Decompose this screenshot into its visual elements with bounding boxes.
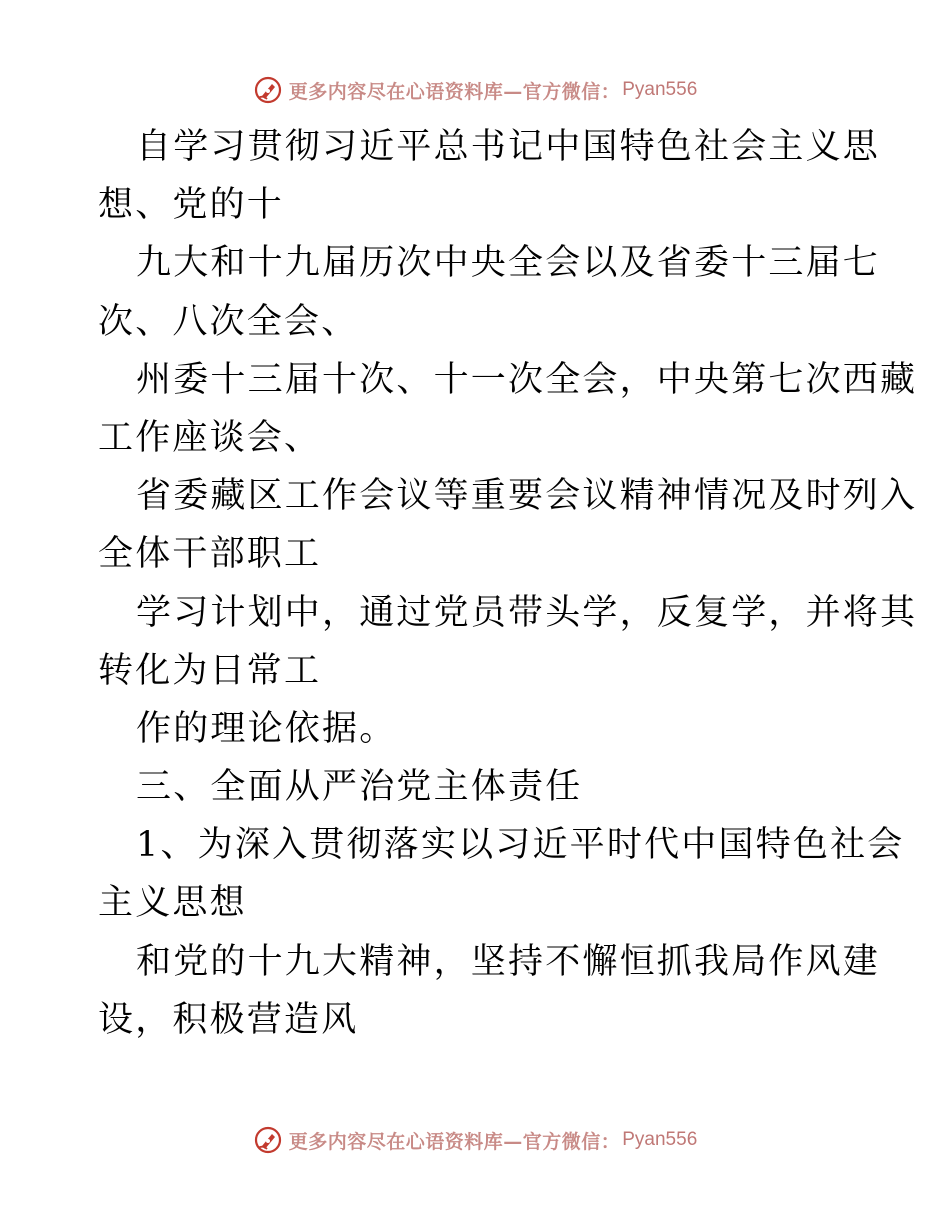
body-line: 转化为日常工: [98, 650, 322, 691]
body-line: 作的理论依据。: [136, 708, 397, 749]
body-line: 学习计划中，通过党员带头学，反复学，并将其: [136, 592, 918, 633]
body-line: 主义思想: [98, 883, 247, 924]
section-heading: 三、全面从严治党主体责任: [136, 767, 583, 808]
body-line: 州委十三届十次、十一次全会，中央第七次西藏: [136, 359, 918, 400]
footer-watermark-banner: [0, 1120, 950, 1160]
header-banner-text: 更多内容尽在心语资料库—官方微信：: [288, 80, 621, 103]
footer-banner-text: 更多内容尽在心语资料库—官方微信：: [288, 1130, 621, 1153]
body-line: 1、为深入贯彻落实以习近平时代中国特色社会: [136, 825, 905, 866]
pen-nib-logo-icon: [253, 75, 283, 105]
body-line: 想、党的十: [98, 185, 285, 226]
body-line: 自学习贯彻习近平总书记中国特色社会主义思: [136, 127, 881, 167]
body-line: 设，积极营造风: [98, 999, 359, 1040]
body-line: 次、八次全会、: [98, 301, 359, 342]
pen-nib-logo-icon: [253, 1125, 283, 1155]
body-line: 和党的十九大精神，坚持不懈恒抓我局作风建: [136, 941, 881, 982]
body-line: 工作座谈会、: [98, 417, 322, 458]
header-watermark-banner: [0, 70, 950, 110]
document-body: [98, 118, 918, 1049]
footer-banner-wechat-id: Pyan556: [622, 1129, 698, 1150]
body-line: 全体干部职工: [98, 534, 322, 575]
body-line: 九大和十九届历次中央全会以及省委十三届七: [136, 243, 881, 284]
body-line: 省委藏区工作会议等重要会议精神情况及时列入: [136, 476, 918, 517]
header-banner-wechat-id: Pyan556: [622, 79, 698, 100]
